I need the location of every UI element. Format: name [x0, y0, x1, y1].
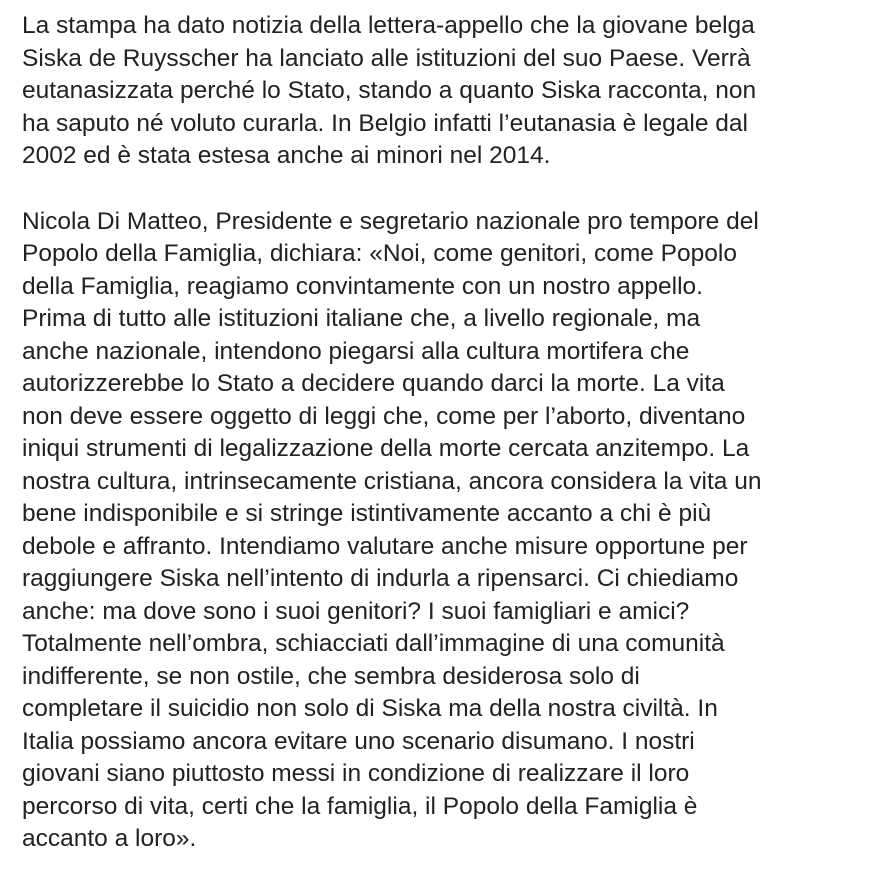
text-line: Totalmente nell’ombra, schiacciati dall’immagine di una comunità — [22, 630, 725, 657]
text-line: iniqui strumenti di legalizzazione della morte cercata anzitempo. La — [22, 435, 750, 462]
text-line: eutanasizzata perché lo Stato, stando a quanto Siska racconta, non — [22, 77, 757, 104]
text-line: autorizzerebbe lo Stato a decidere quando darci la morte. La vita — [22, 370, 725, 397]
article-body — [22, 10, 872, 856]
text-line: non deve essere oggetto di leggi che, come per l’aborto, diventano — [22, 402, 746, 430]
paragraph-statement — [22, 206, 872, 856]
text-line: indifferente, se non ostile, che sembra desiderosa solo di — [22, 662, 640, 690]
text-line: accanto a loro». — [22, 825, 197, 852]
text-line: raggiungere Siska nell’intento di indurla a ripensarci. Ci chiediamo — [22, 565, 739, 592]
text-line: 2002 ed è stata estesa anche ai minori nel 2014. — [22, 142, 551, 169]
text-line: Nicola Di Matteo, Presidente e segretario nazionale pro tempore del — [22, 207, 759, 235]
text-line: percorso di vita, certi che la famiglia, il Popolo della Famiglia è — [22, 792, 698, 820]
text-line: debole e affranto. Intendiamo valutare anche misure opportune per — [22, 532, 748, 560]
text-line: nostra cultura, intrinsecamente cristiana, ancora considera la vita un — [22, 467, 762, 495]
text-line: Popolo della Famiglia, dichiara: «Noi, come genitori, come Popolo — [22, 240, 737, 267]
text-line: anche: ma dove sono i suoi genitori? I suoi famigliari e amici? — [22, 597, 690, 625]
paragraph-news-intro — [22, 10, 872, 173]
text-line: giovani siano piuttosto messi in condizione di realizzare il loro — [22, 760, 690, 787]
text-line: Prima di tutto alle istituzioni italiane che, a livello regionale, ma — [22, 305, 701, 332]
text-line: completare il suicidio non solo di Siska ma della nostra civiltà. In — [22, 695, 718, 722]
text-line: anche nazionale, intendono piegarsi alla cultura mortifera che — [22, 337, 690, 365]
text-line: bene indisponibile e si stringe istintivamente accanto a chi è più — [22, 500, 712, 527]
text-line: La stampa ha dato notizia della lettera-appello che la giovane belga — [22, 12, 755, 39]
text-line: Italia possiamo ancora evitare uno scenario disumano. I nostri — [22, 727, 695, 755]
text-line: della Famiglia, reagiamo convintamente con un nostro appello. — [22, 272, 703, 300]
text-line: ha saputo né voluto curarla. In Belgio infatti l’eutanasia è legale dal — [22, 109, 748, 137]
text-line: Siska de Ruysscher ha lanciato alle istituzioni del suo Paese. Verrà — [22, 44, 751, 72]
